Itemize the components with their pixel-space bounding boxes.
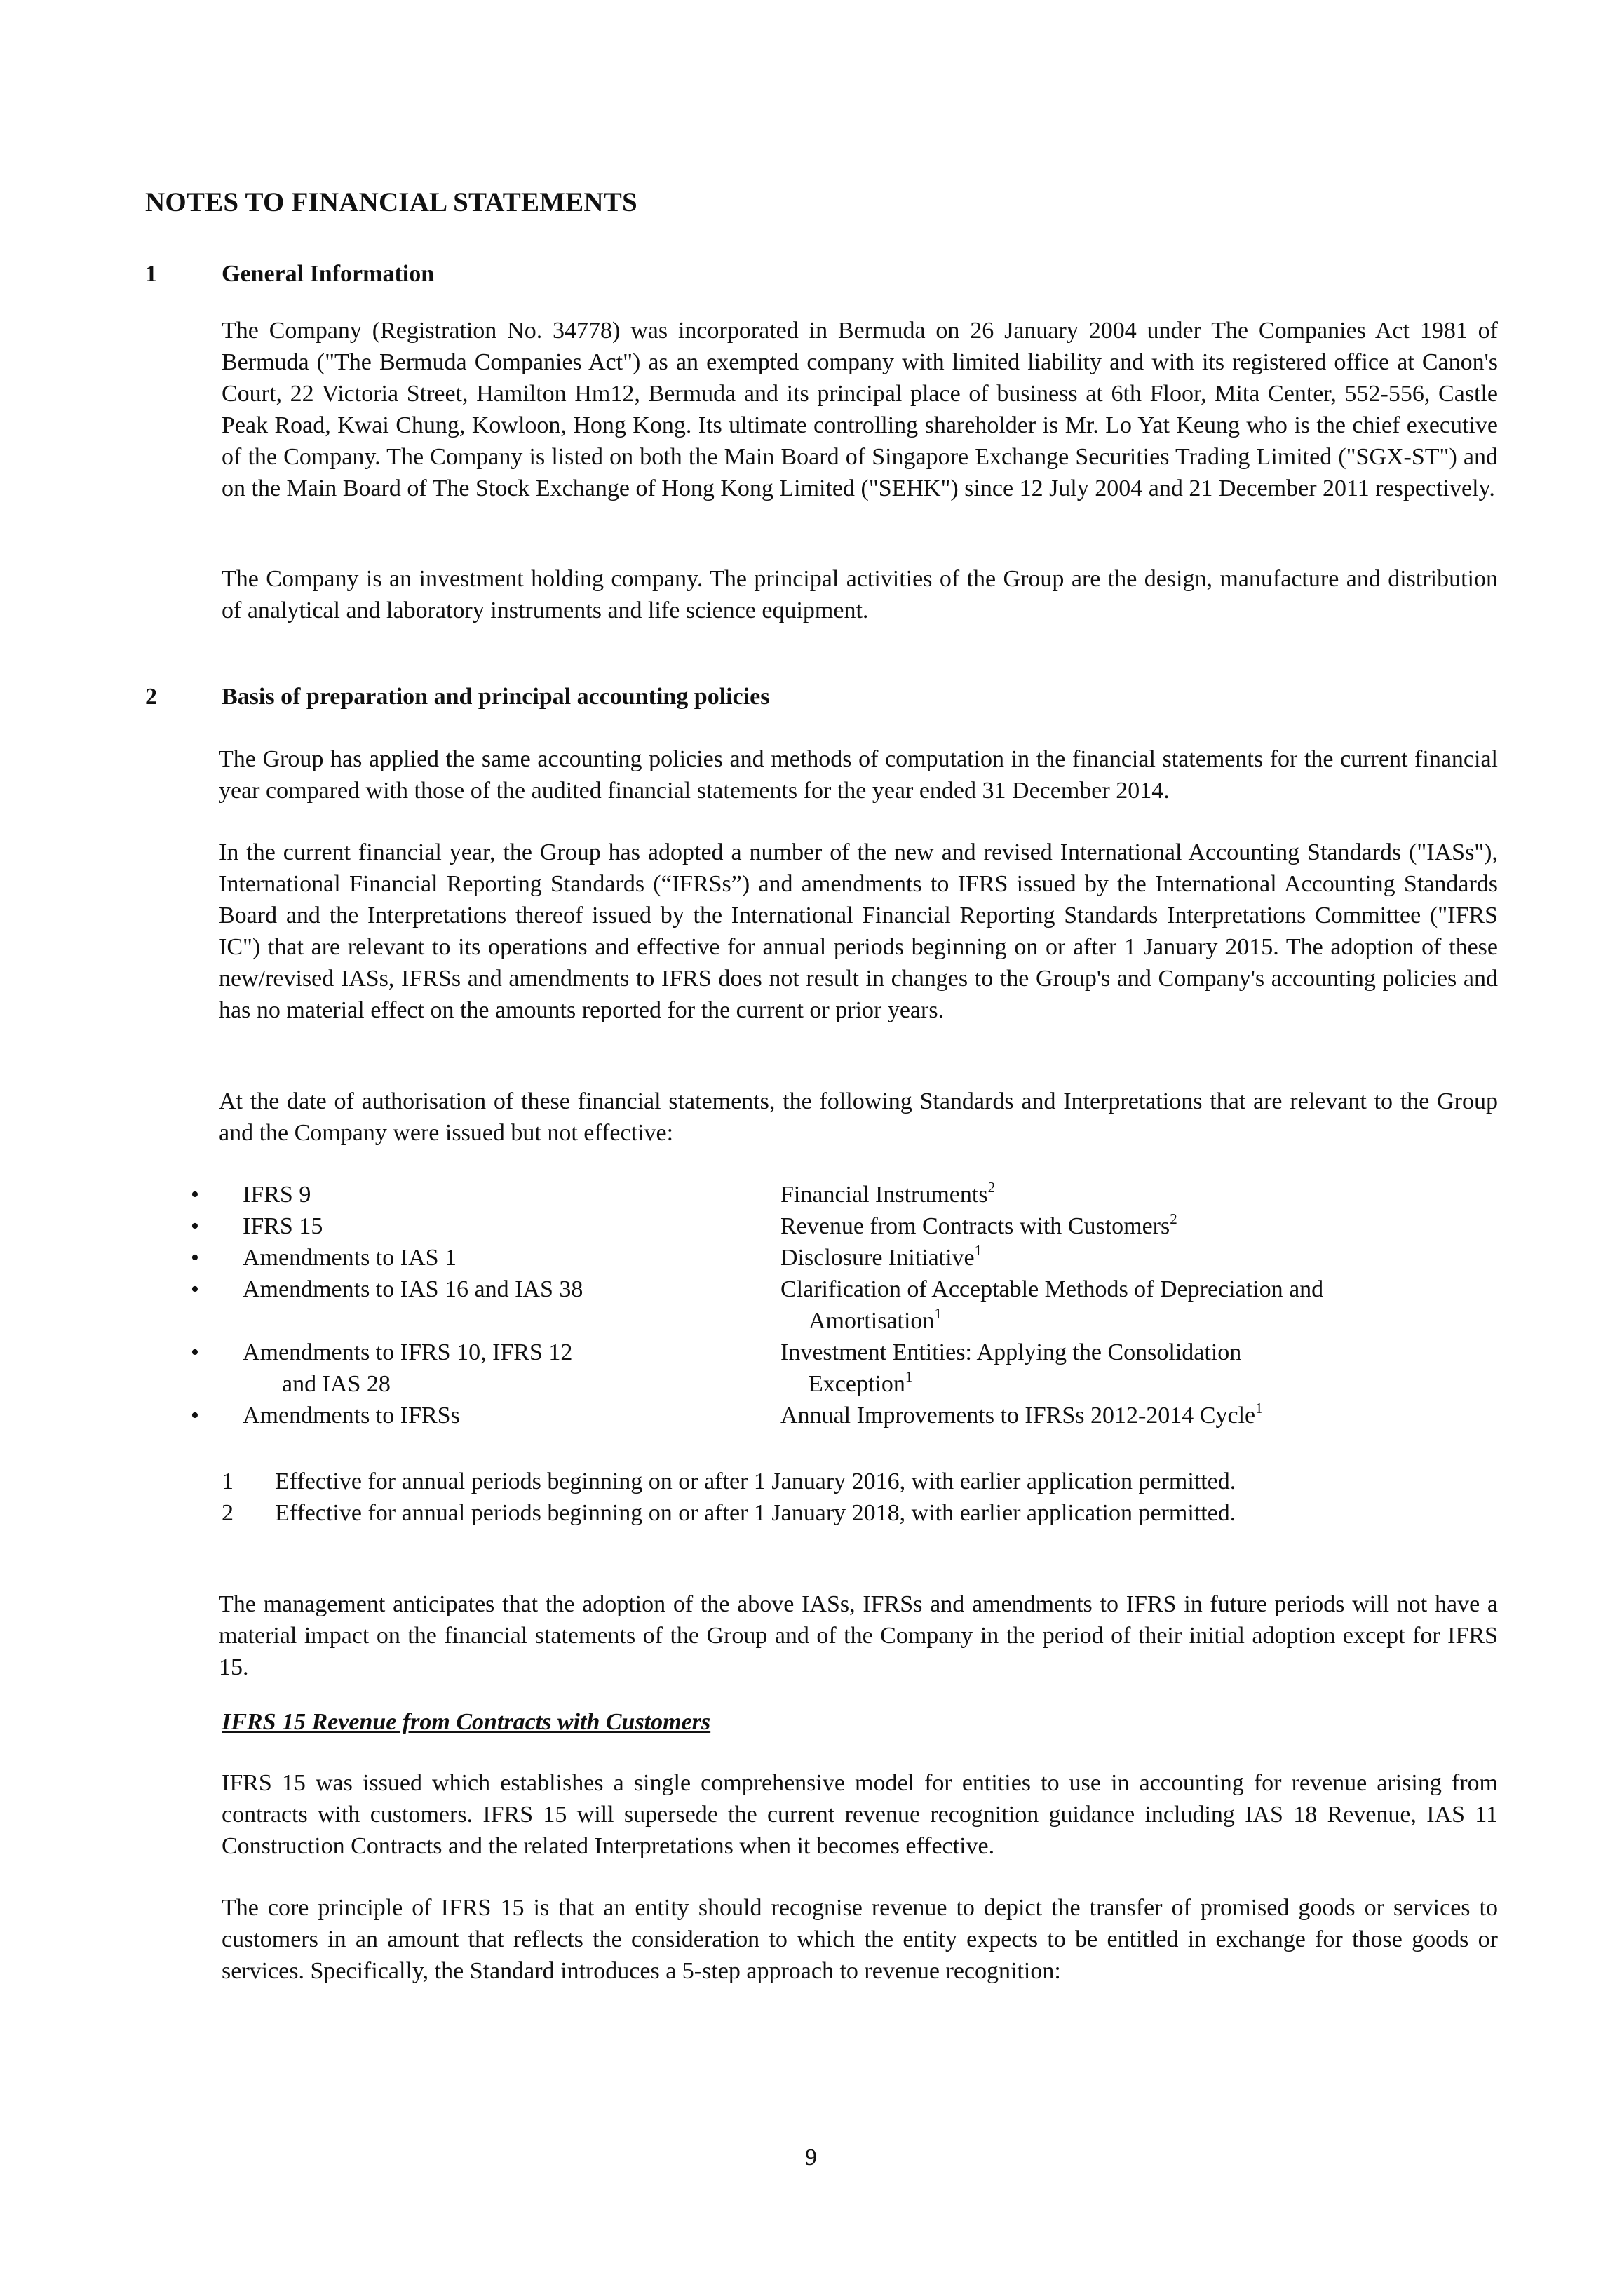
standard-name: Amendments to IAS 16 and IAS 38 [243,1276,583,1302]
standard-name: IFRS 15 [243,1213,323,1239]
footnote-text: Effective for annual periods beginning on or after 1 January 2016, with earlier application permitted. [275,1468,1236,1494]
paragraph: The core principle of IFRS 15 is that an entity should recognise revenue to depict the transfer of promised goods or services to customers in an amount that reflects the consideration to which the entity expects to be entitled in exchange for those goods or services. Specifically, the Standard introduces a 5-step approach to revenue recognition: [222,1895,1498,1984]
footnote-ref: 1 [934,1305,942,1322]
section-heading: Basis of preparation and principal accounting policies [222,684,770,710]
footnote-ref: 2 [987,1179,996,1196]
standard-name: IFRS 9 [243,1182,311,1208]
page-title: NOTES TO FINANCIAL STATEMENTS [145,187,637,217]
bullet: • [191,1182,199,1208]
standard-description: Revenue from Contracts with Customers$^2$ [780,1210,1177,1239]
footnote-number: 2 [222,1500,234,1526]
bullet: • [191,1403,199,1429]
standard-name: Amendments to IFRS 10, IFRS 12 and IAS 28 [243,1339,573,1397]
paragraph: The Company (Registration No. 34778) was incorporated in Bermuda on 26 January 2004 under The Companies Act 1981 of Bermuda ("The Bermuda Companies Act") as an exempted company with limited liability and with its registered office at Canon's Court, 22 Victoria Street, Hamilton Hm12, Bermuda and its principal place of business at 6th Floor, Mita Center, 552-556, Castle Peak Road, Kwai Chung, Kowloon, Hong Kong. Its ultimate controlling shareholder is Mr. Lo Yat Keung who is the chief executive of the Company. The Company is listed on both the Main Board of Singapore Exchange Securities Trading Limited ("SGX-ST") and on the Main Board of The Stock Exchange of Hong Kong Limited ("SEHK") since 12 July 2004 and 21 December 2011 respectively. [222,318,1498,501]
bullet: • [191,1245,199,1271]
standard-description: Disclosure Initiative$^1$ [780,1242,982,1271]
standard-description: Financial Instruments$^2$ [780,1179,996,1208]
paragraph: IFRS 15 was issued which establishes a single comprehensive model for entities to use in accounting for revenue arising from contracts with customers. IFRS 15 will supersede the current revenue recognition guidance including IAS 18 Revenue, IAS 11 Construction Contracts and the related Interpretations when it becomes effective. [222,1770,1498,1859]
paragraph: The Group has applied the same accounting policies and methods of computation in the financial statements for the current financial year compared with those of the audited financial statements for the year ended 31 December 2014. [219,746,1498,804]
standard-description: Clarification of Acceptable Methods of Depreciation and Amortisation$^1$ [780,1276,1324,1334]
bullet: • [191,1339,199,1365]
paragraph: At the date of authorisation of these financial statements, the following Standards and Interpretations that are relevant to the Group and the Company were issued but not effective: [219,1088,1498,1146]
subsection-heading: IFRS 15 Revenue from Contracts with Customers [222,1709,711,1735]
standard-name: Amendments to IAS 1 [243,1245,457,1271]
bullet: • [191,1213,199,1239]
paragraph: In the current financial year, the Group has adopted a number of the new and revised International Accounting Standards ("IASs"), International Financial Reporting Standards (“IFRSs”) and amendments to IFRS issued by the International Accounting Standards Board and the Interpretations thereof issued by the International Financial Reporting Standards Interpretations Committee ("IFRS IC") that are relevant to its operations and effective for annual periods beginning on or after 1 January 2015. The adoption of these new/revised IASs, IFRSs and amendments to IFRS does not result in changes to the Group's and Company's accounting policies and has no material effect on the amounts reported for the current or prior years. [219,839,1498,1023]
standard-description: Annual Improvements to IFRSs 2012-2014 Cycle$^1$ [780,1400,1263,1429]
section-number: 1 [145,261,157,287]
footnote-ref: 1 [1255,1400,1263,1417]
standard-name: Amendments to IFRSs [243,1403,460,1429]
bullet: • [191,1276,199,1302]
section-heading: General Information [222,261,435,287]
paragraph: The management anticipates that the adoption of the above IASs, IFRSs and amendments to IFRS in future periods will not have a material impact on the financial statements of the Group and of the Company in the period of their initial adoption except for IFRS 15. [219,1591,1498,1680]
page-number: 9 [805,2145,817,2170]
standard-description: Investment Entities: Applying the Consolidation Exception$^1$ [780,1339,1242,1397]
footnote-ref: 1 [905,1368,913,1385]
section-number: 2 [145,684,157,710]
footnote-text: Effective for annual periods beginning on or after 1 January 2018, with earlier application permitted. [275,1500,1236,1526]
footnote-ref: 2 [1170,1210,1177,1227]
footnote-ref: 1 [974,1242,982,1259]
footnote-number: 1 [222,1468,234,1494]
paragraph: The Company is an investment holding company. The principal activities of the Group are the design, manufacture and distribution of analytical and laboratory instruments and life science equipment. [222,566,1498,623]
